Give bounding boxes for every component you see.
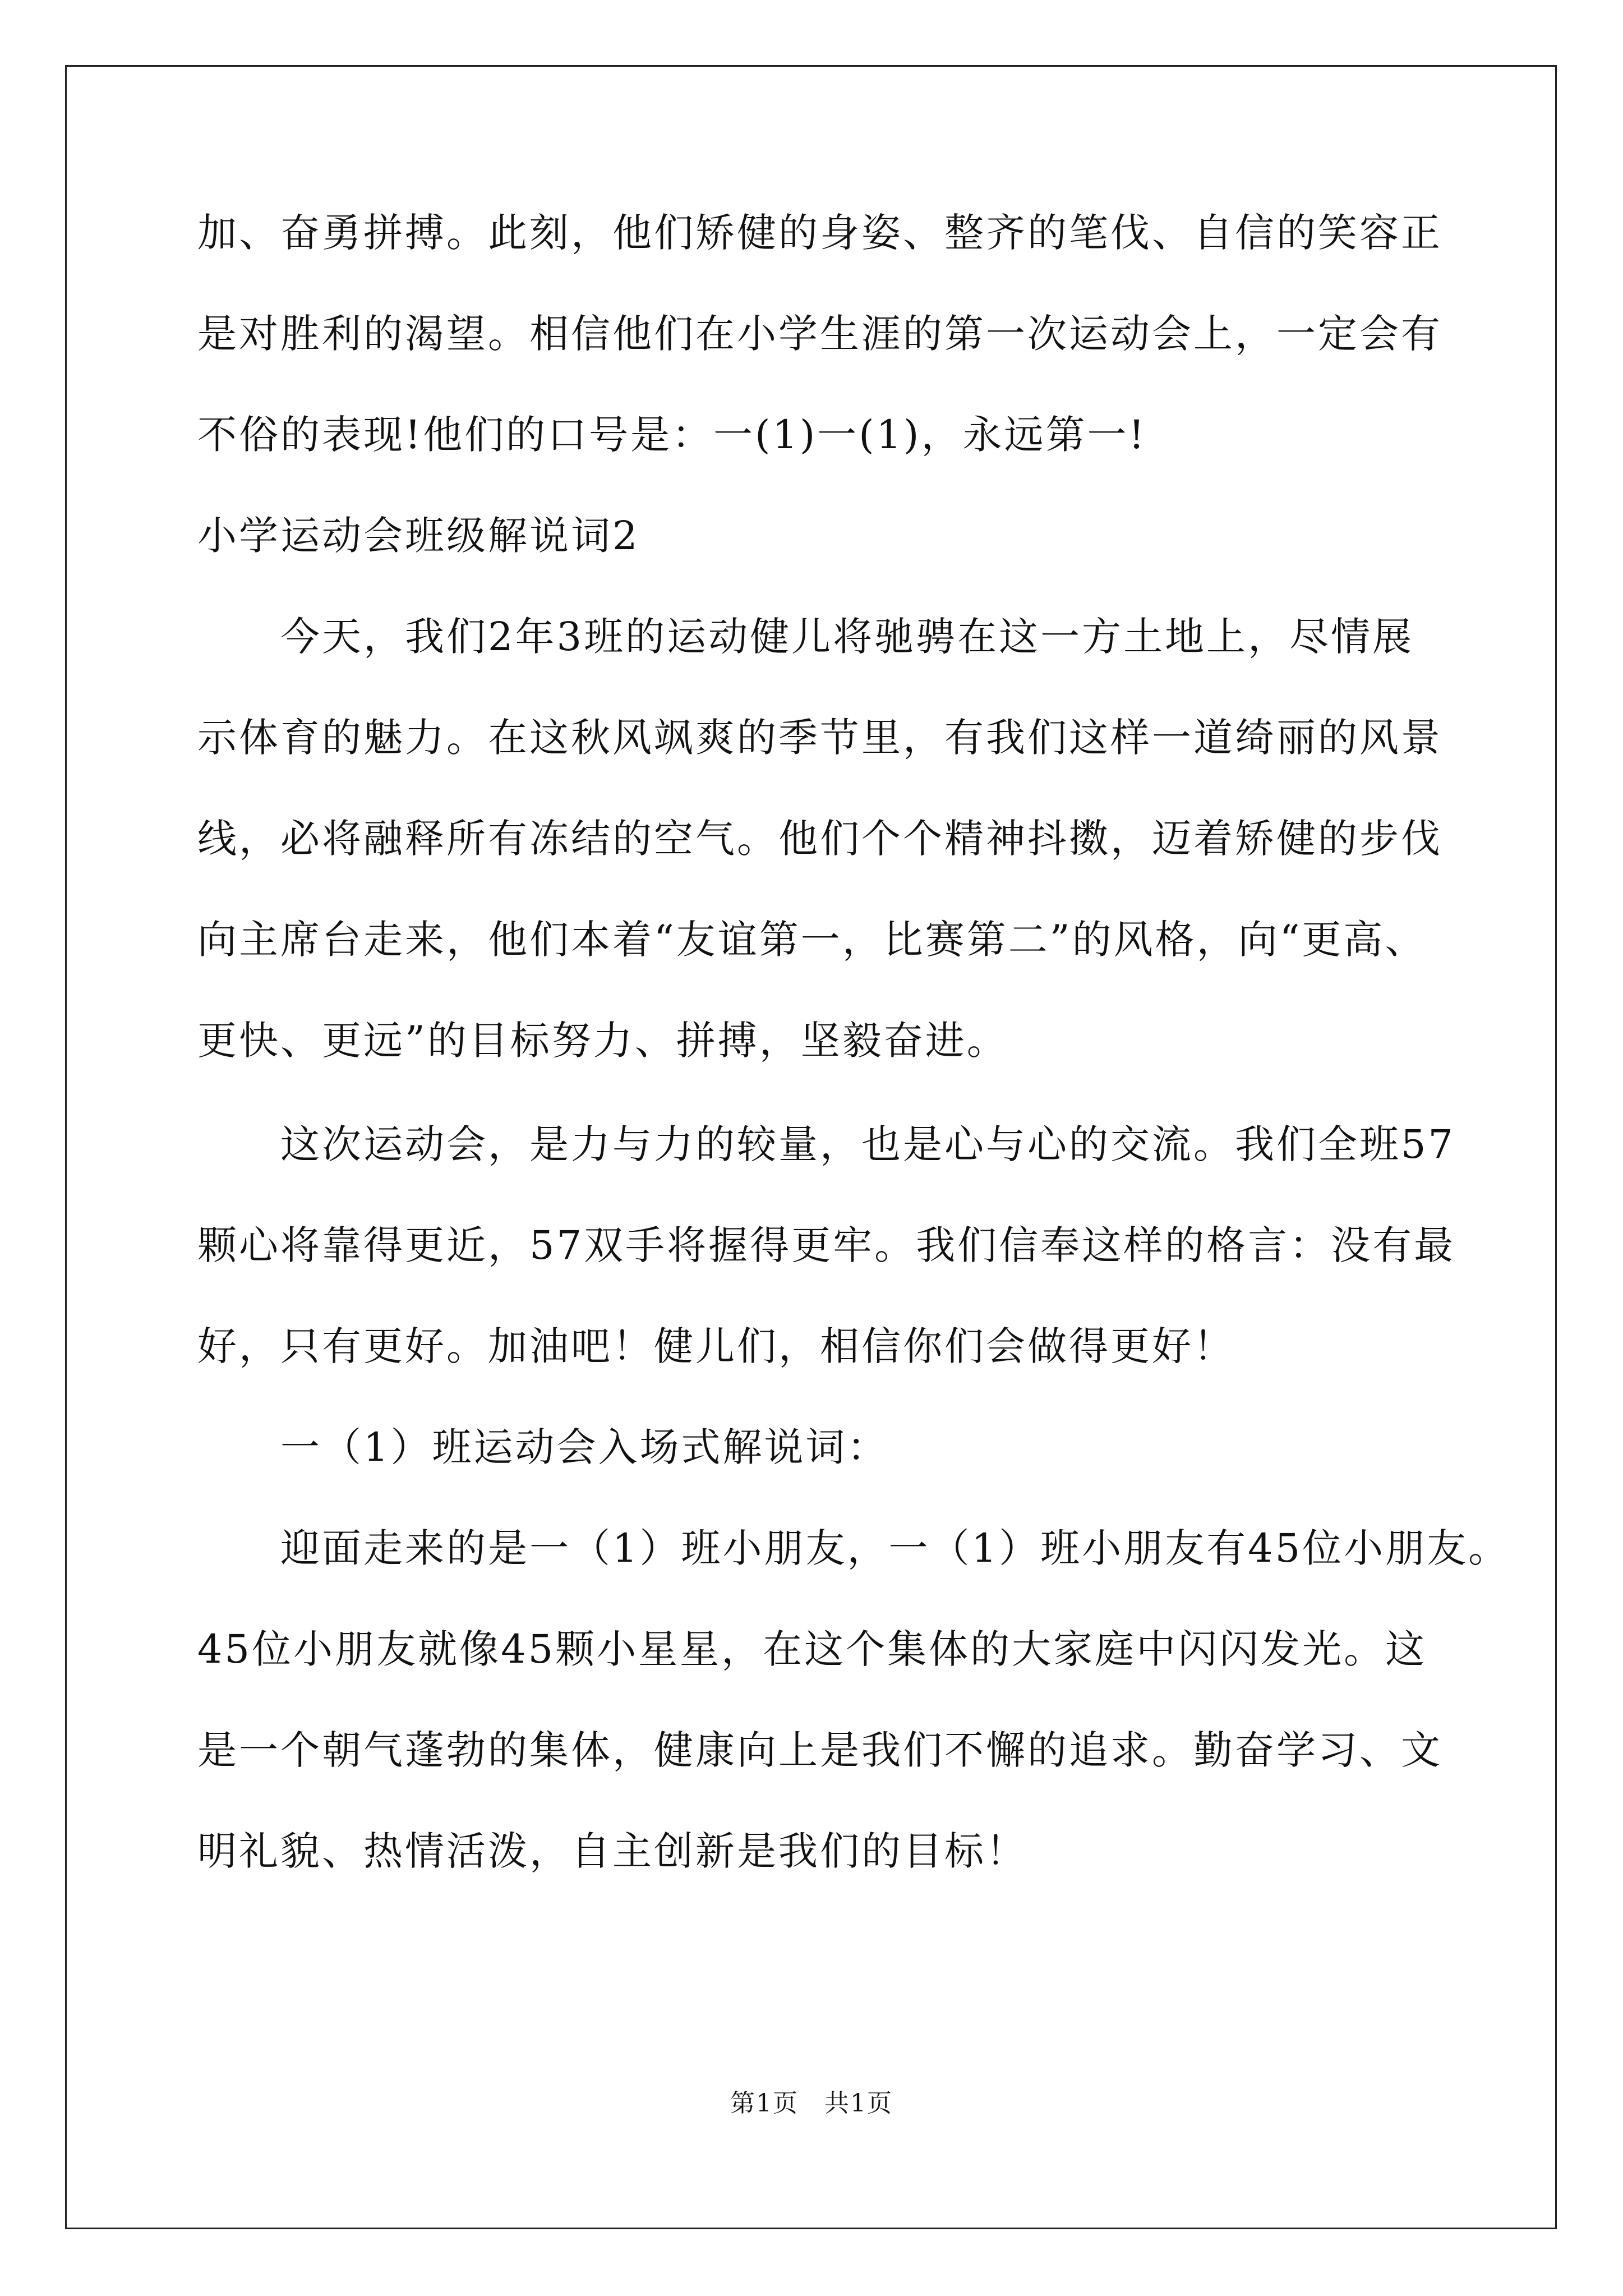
paragraph-line: 是一个朝气蓬勃的集体，健康向上是我们不懈的追求。勤奋学习、文 — [197, 1727, 1442, 1773]
paragraph-line: 更快、更远”的目标努力、拼搏，坚毅奋进。 — [197, 1018, 1008, 1064]
paragraph-line: 45位小朋友就像45颗小星星，在这个集体的大家庭中闪闪发光。这 — [197, 1626, 1427, 1672]
paragraph-line: 这次运动会，是力与力的较量，也是心与心的交流。我们全班57 — [280, 1121, 1456, 1167]
paragraph-line: 向主席台走来，他们本着“友谊第一，比赛第二”的风格，向“更高、 — [197, 917, 1427, 963]
paragraph-line: 不俗的表现!他们的口号是：一(1)一(1)，永远第一! — [197, 412, 1147, 458]
paragraph-line: 一（1）班运动会入场式解说词： — [280, 1424, 889, 1470]
paragraph-line: 线，必将融释所有冻结的空气。他们个个精神抖擞，迈着矫健的步伐 — [197, 816, 1442, 862]
paragraph-line: 今天，我们2年3班的运动健儿将驰骋在这一方土地上，尽情展 — [280, 614, 1414, 660]
paragraph-line: 加、奋勇拼搏。此刻，他们矫健的身姿、整齐的笔伐、自信的笑容正 — [197, 210, 1442, 256]
paragraph-line: 是对胜利的渴望。相信他们在小学生涯的第一次运动会上，一定会有 — [197, 311, 1442, 357]
paragraph-line: 颗心将靠得更近，57双手将握得更牢。我们信奉这样的格言：没有最 — [197, 1222, 1456, 1268]
paragraph-line: 明礼貌、热情活泼，自主创新是我们的目标！ — [197, 1828, 1027, 1874]
paragraph-line: 示体育的魅力。在这秋风飒爽的季节里，有我们这样一道绮丽的风景 — [197, 715, 1442, 761]
paragraph-line: 好，只有更好。加油吧！健儿们，相信你们会做得更好！ — [197, 1323, 1235, 1369]
page-number-footer: 第1页 共1页 — [730, 2089, 893, 2118]
section-heading: 小学运动会班级解说词2 — [197, 513, 640, 559]
paragraph-line: 迎面走来的是一（1）班小朋友，一（1）班小朋友有45位小朋友。 — [280, 1525, 1510, 1571]
